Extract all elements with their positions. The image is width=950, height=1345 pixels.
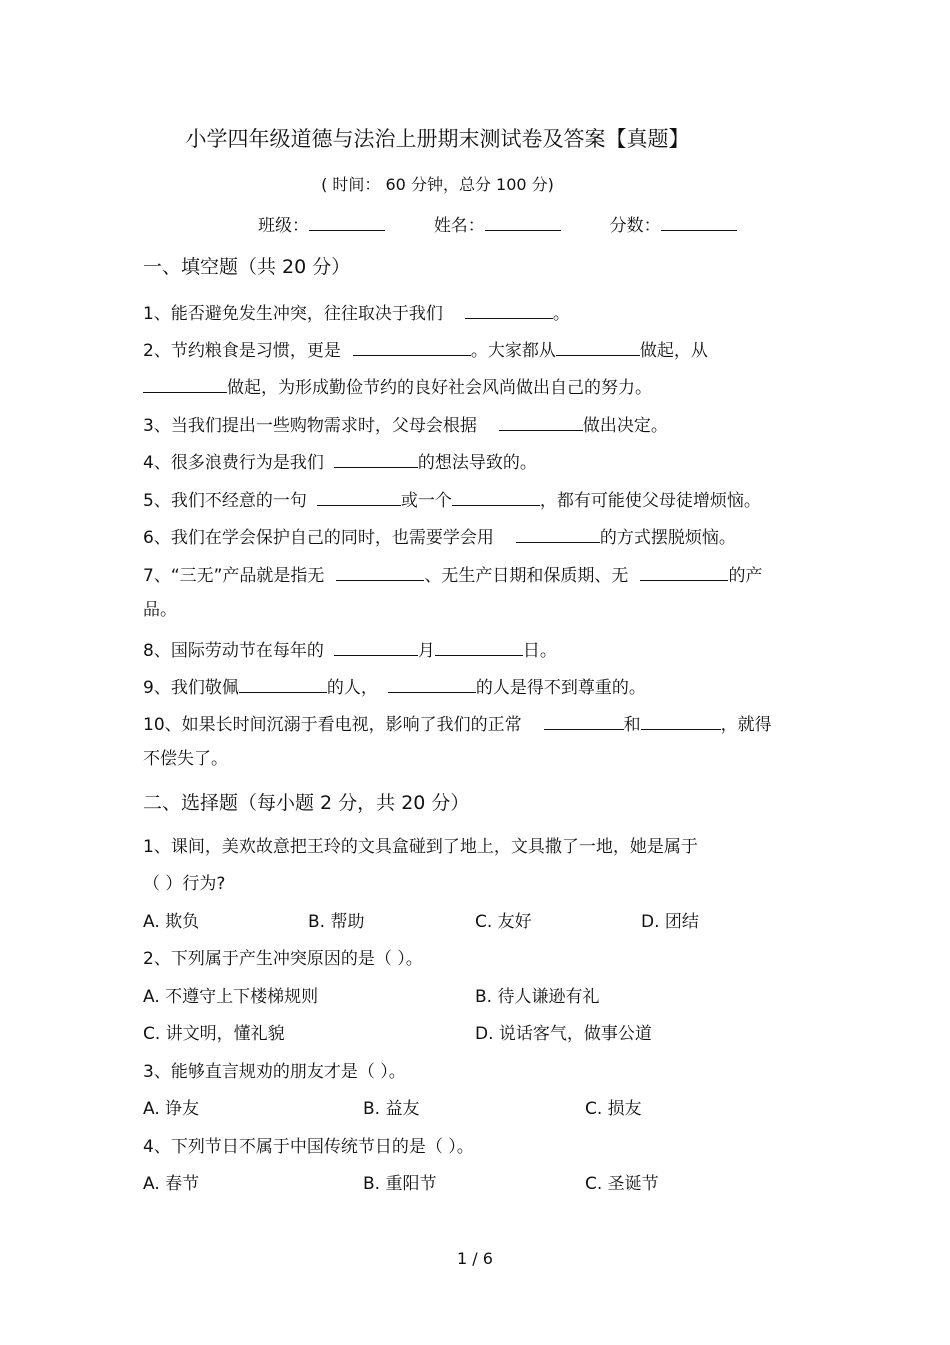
option-b[interactable]: B. 重阳节 bbox=[363, 1174, 437, 1194]
answer-blank[interactable] bbox=[556, 337, 640, 356]
option-a[interactable]: A. 春节 bbox=[143, 1174, 200, 1194]
option-d[interactable]: D. 团结 bbox=[641, 912, 699, 932]
choice-question-3: 3、能够直言规劝的朋友才是（ ）。 bbox=[143, 1062, 406, 1082]
choice-question-1: 1、课间，美欢故意把王玲的文具盒碰到了地上，文具撒了一地，她是属于 bbox=[143, 837, 698, 857]
answer-blank[interactable] bbox=[143, 374, 227, 393]
answer-blank[interactable] bbox=[499, 412, 583, 431]
fill-question-10-cont: 不偿失了。 bbox=[143, 749, 228, 769]
score-blank[interactable] bbox=[661, 212, 737, 231]
answer-blank[interactable] bbox=[239, 674, 327, 693]
answer-blank[interactable] bbox=[516, 524, 600, 543]
fill-question-3: 3、当我们提出一些购物需求时，父母会根据 做出决定。 bbox=[143, 412, 668, 437]
fill-question-2: 2、节约粮食是习惯，更是 。大家都从 做起，从 bbox=[143, 337, 708, 362]
exam-meta: ( 时间： 60 分钟，总分 100 分) bbox=[321, 175, 554, 194]
option-c[interactable]: C. 讲文明，懂礼貌 bbox=[143, 1024, 285, 1044]
answer-blank[interactable] bbox=[641, 711, 721, 730]
option-b[interactable]: B. 帮助 bbox=[308, 912, 365, 932]
fill-question-10: 10、如果长时间沉溺于看电视，影响了我们的正常 和 ，就得 bbox=[143, 711, 772, 736]
option-c[interactable]: C. 圣诞节 bbox=[585, 1174, 659, 1194]
option-a[interactable]: A. 诤友 bbox=[143, 1099, 200, 1119]
choice-question-2: 2、下列属于产生冲突原因的是（ ）。 bbox=[143, 949, 423, 969]
option-a[interactable]: A. 欺负 bbox=[143, 912, 200, 932]
answer-blank[interactable] bbox=[452, 487, 540, 506]
answer-blank[interactable] bbox=[317, 487, 401, 506]
name-blank[interactable] bbox=[485, 212, 561, 231]
fill-question-2-cont: 做起，为形成勤俭节约的良好社会风尚做出自己的努力。 bbox=[143, 374, 652, 399]
choice-question-1-cont: （ ）行为? bbox=[143, 874, 226, 894]
answer-blank[interactable] bbox=[435, 637, 523, 656]
option-a[interactable]: A. 不遵守上下楼梯规则 bbox=[143, 987, 319, 1007]
fill-question-7-cont: 品。 bbox=[143, 600, 177, 620]
option-d[interactable]: D. 说话客气，做事公道 bbox=[475, 1024, 652, 1044]
fill-question-1: 1、能否避免发生冲突，往往取决于我们 。 bbox=[143, 300, 570, 325]
answer-blank[interactable] bbox=[334, 637, 418, 656]
page-number: 1 / 6 bbox=[457, 1249, 493, 1268]
option-c[interactable]: C. 损友 bbox=[585, 1099, 642, 1119]
option-c[interactable]: C. 友好 bbox=[475, 912, 532, 932]
name-label: 姓名： bbox=[433, 216, 485, 236]
fill-question-9: 9、我们敬佩 的人， 的人是得不到尊重的。 bbox=[143, 674, 646, 699]
answer-blank[interactable] bbox=[388, 674, 476, 693]
page-title: 小学四年级道德与法治上册期末测试卷及答案【真题】 bbox=[185, 127, 690, 151]
fill-question-7: 7、“三无”产品就是指无 、无生产日期和保质期、无 的产 bbox=[143, 562, 762, 587]
info-row bbox=[258, 212, 737, 237]
fill-question-8: 8、国际劳动节在每年的 月 日。 bbox=[143, 637, 557, 662]
class-label: 班级： bbox=[258, 216, 309, 236]
answer-blank[interactable] bbox=[334, 449, 418, 468]
choice-question-4: 4、下列节日不属于中国传统节日的是（ ）。 bbox=[143, 1137, 474, 1157]
answer-blank[interactable] bbox=[465, 300, 553, 319]
answer-blank[interactable] bbox=[544, 711, 624, 730]
fill-question-5: 5、我们不经意的一句 或一个 ，都有可能使父母徒增烦恼。 bbox=[143, 487, 761, 512]
fill-question-6: 6、我们在学会保护自己的同时，也需要学会用 的方式摆脱烦恼。 bbox=[143, 524, 736, 549]
class-blank[interactable] bbox=[309, 212, 385, 231]
option-b[interactable]: B. 益友 bbox=[363, 1099, 420, 1119]
section1-heading: 一、填空题（共 20 分） bbox=[143, 256, 351, 278]
section2-heading: 二、选择题（每小题 2 分，共 20 分） bbox=[143, 792, 470, 814]
fill-question-4: 4、很多浪费行为是我们 的想法导致的。 bbox=[143, 449, 537, 474]
option-b[interactable]: B. 待人谦逊有礼 bbox=[475, 987, 600, 1007]
answer-blank[interactable] bbox=[336, 562, 424, 581]
score-label: 分数： bbox=[609, 216, 661, 236]
answer-blank[interactable] bbox=[353, 337, 471, 356]
answer-blank[interactable] bbox=[640, 562, 728, 581]
